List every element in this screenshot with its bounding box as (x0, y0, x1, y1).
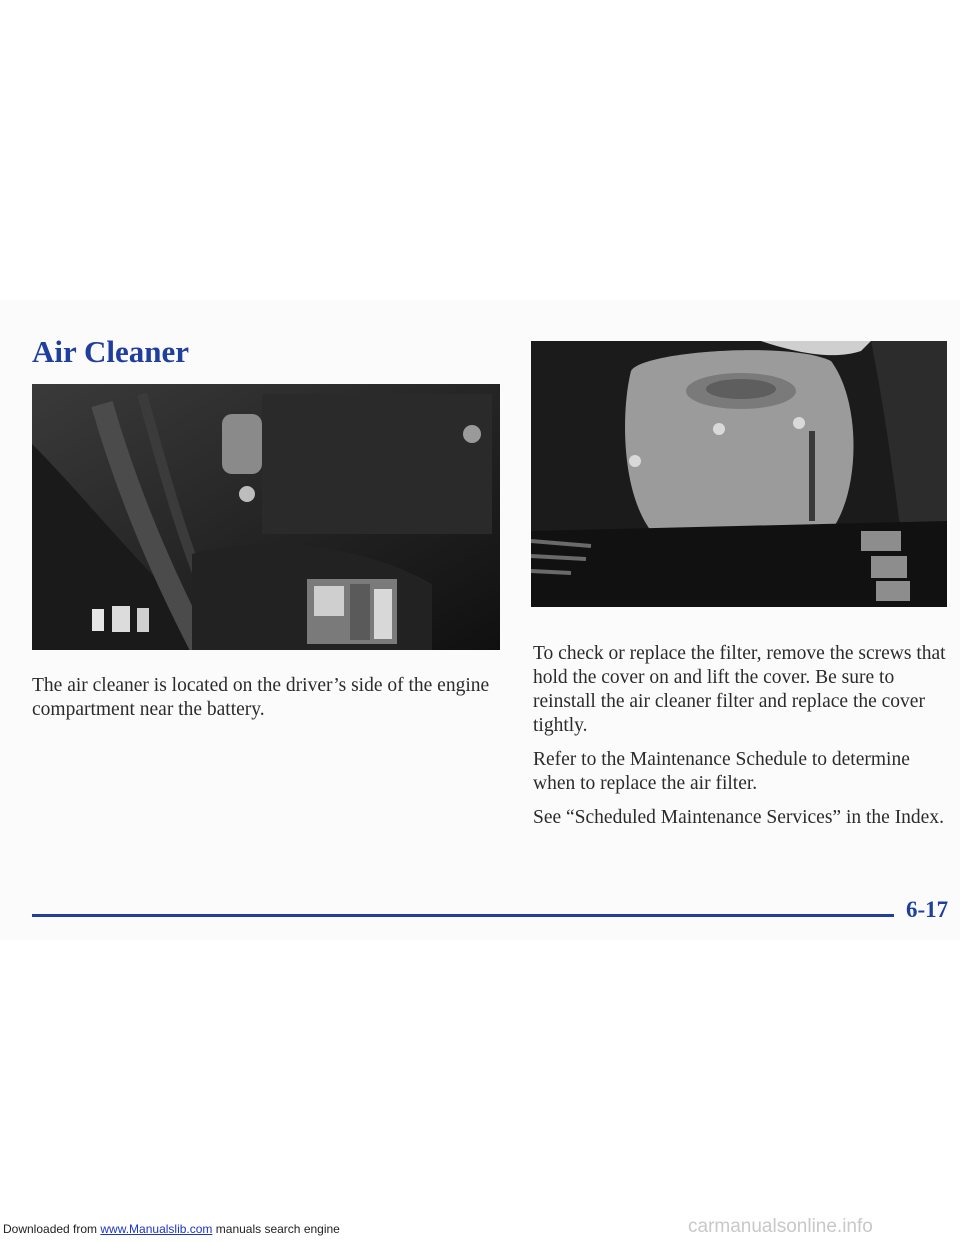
download-footer (3, 1222, 340, 1236)
air-cleaner-image (32, 384, 500, 650)
air-cleaner-photo (32, 384, 500, 650)
footer-prefix: Downloaded from (3, 1222, 101, 1236)
filter-cover-image (531, 341, 947, 607)
filter-replace-paragraph: To check or replace the filter, remove the screws that hold the cover on and lift the cover. Be sure to reinstall the air cleaner filter and replace the cover tightly. (533, 643, 946, 736)
footer-suffix: manuals search engine (212, 1222, 340, 1236)
manualslib-link[interactable]: www.Manualslib.com (100, 1222, 213, 1236)
index-reference-paragraph: See “Scheduled Maintenance Services” in the Index. (533, 807, 944, 828)
maintenance-schedule-paragraph: Refer to the Maintenance Schedule to determine when to replace the air filter. (533, 749, 910, 794)
section-title: Air Cleaner (32, 334, 189, 369)
filter-cover-photo (531, 341, 947, 607)
watermark-text: carmanualsonline.info (688, 1216, 873, 1237)
footer-rule (32, 914, 894, 917)
page-number: 6-17 (906, 897, 949, 922)
air-cleaner-location-text: The air cleaner is located on the driver’s side of the engine compartment near the battery. (32, 675, 490, 720)
filter-instructions (533, 642, 953, 840)
